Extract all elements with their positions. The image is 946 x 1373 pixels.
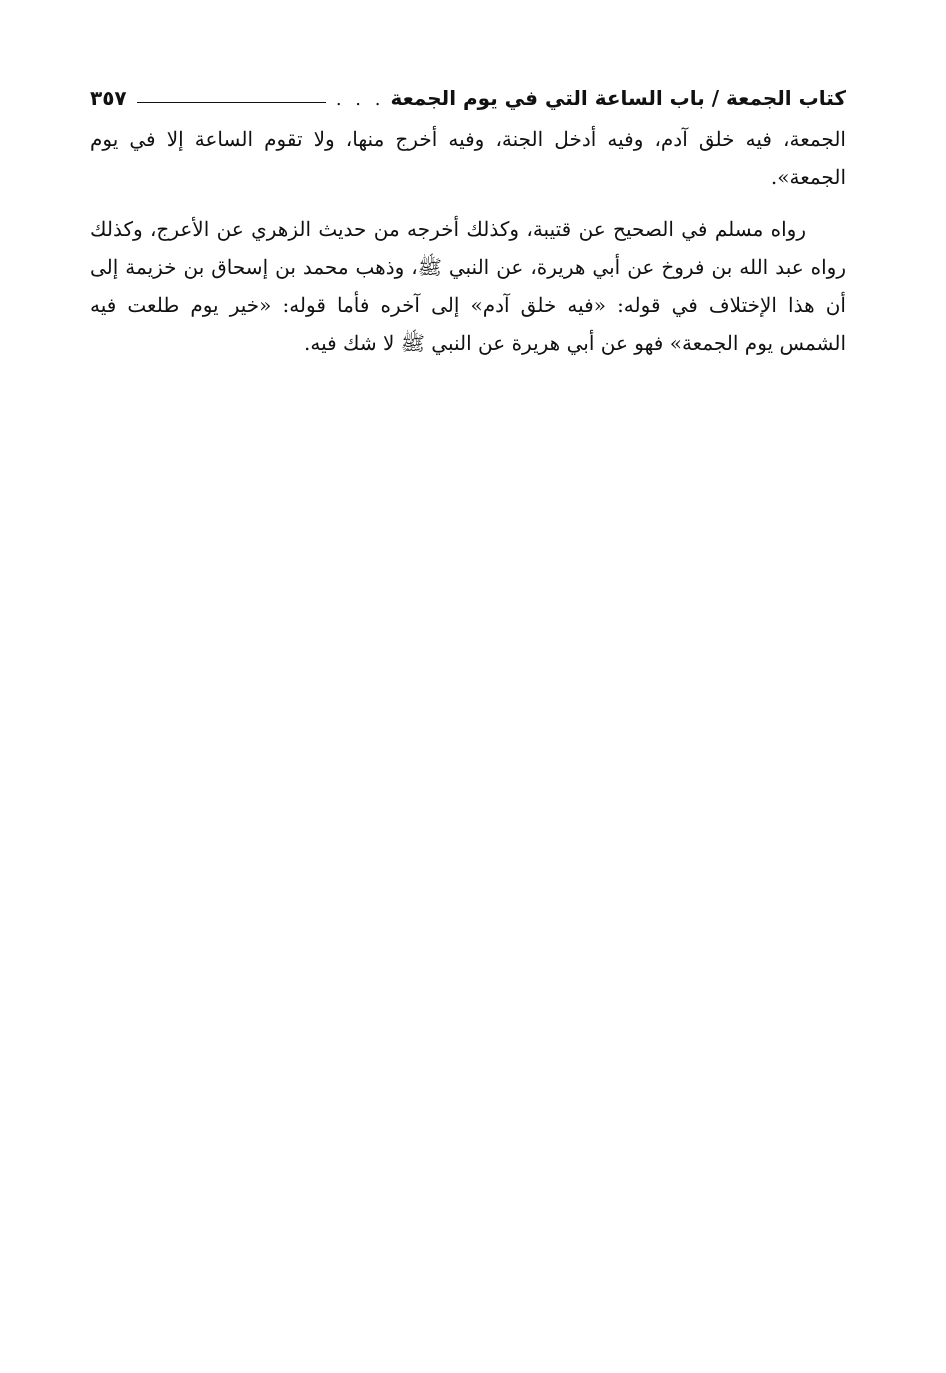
- body-text: [90, 120, 846, 362]
- header-rule: [137, 102, 326, 103]
- running-header: [90, 70, 846, 110]
- header-title: كتاب الجمعة / باب الساعة التي في يوم الجمعة: [390, 86, 846, 110]
- page-number: ٣٥٧: [90, 86, 127, 110]
- main-paragraph: رواه مسلم في الصحيح عن قتيبة، وكذلك أخرجه من حديث الزهري عن الأعرج، وكذلك رواه عبد الله بن فروخ عن أبي هريرة، عن النبي ﷺ، وذهب محمد بن إسحاق بن خزيمة إلى أن هذا الإختلاف في قوله: «فيه خلق آدم» إلى آخره فأما قوله: «خير يوم طلعت فيه الشمس يوم الجمعة» فهو عن أبي هريرة عن النبي ﷺ لا شك فيه.: [90, 217, 846, 355]
- header-dots: . . .: [335, 89, 385, 110]
- continuation-paragraph: الجمعة، فيه خلق آدم، وفيه أدخل الجنة، وفيه أخرج منها، ولا تقوم الساعة إلا في يوم الجمعة».: [90, 127, 846, 189]
- book-page: [90, 70, 846, 362]
- header-title-group: [336, 86, 846, 110]
